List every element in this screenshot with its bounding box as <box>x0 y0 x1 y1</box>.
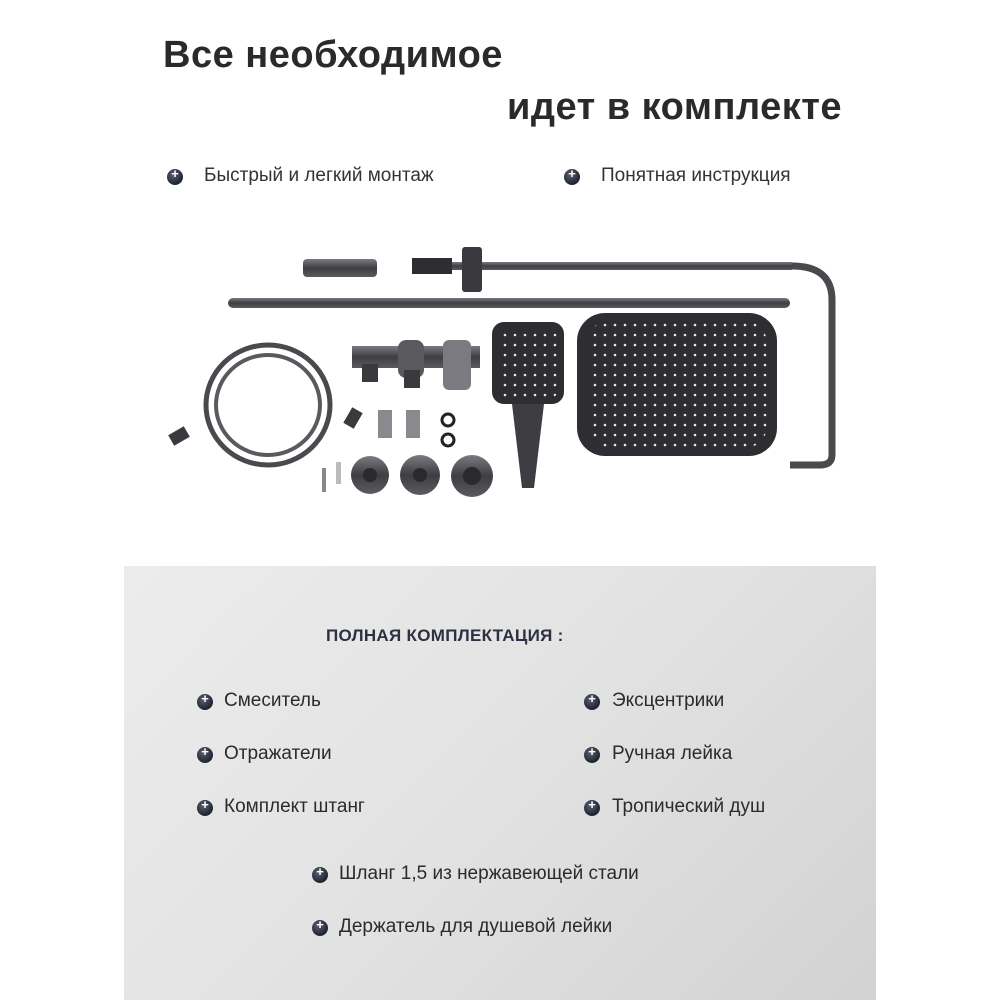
plus-bullet-icon <box>312 920 328 936</box>
kit-item: Шланг 1,5 из нержавеющей стали <box>339 863 639 884</box>
plus-bullet-icon <box>584 800 600 816</box>
plus-bullet-icon <box>584 694 600 710</box>
lower-rod <box>228 298 790 308</box>
kit-item: Комплект штанг <box>224 796 365 817</box>
eccentric <box>406 410 420 438</box>
curved-rod <box>790 266 832 465</box>
title-line-1: Все необходимое <box>163 34 503 76</box>
kit-item: Тропический душ <box>612 796 766 817</box>
feature-instructions: Понятная инструкция <box>601 165 791 186</box>
kit-item: Смеситель <box>224 690 321 711</box>
kit-item: Ручная лейка <box>612 743 733 764</box>
plus-bullet-icon <box>312 867 328 883</box>
shower-holder <box>303 259 377 277</box>
kit-item: Отражатели <box>224 743 332 764</box>
kit-item: Держатель для душевой лейки <box>339 916 613 937</box>
plus-bullet-icon <box>197 800 213 816</box>
plus-bullet-icon <box>197 747 213 763</box>
kit-item: Эксцентрики <box>612 690 725 711</box>
hose <box>206 345 330 465</box>
title-line-2: идет в комплекте <box>506 86 842 128</box>
feature-quick-install: Быстрый и легкий монтаж <box>204 165 434 186</box>
panel-heading: ПОЛНАЯ КОМПЛЕКТАЦИЯ : <box>326 626 564 645</box>
eccentric <box>378 410 392 438</box>
plus-bullet-icon <box>197 694 213 710</box>
plus-bullet-icon <box>584 747 600 763</box>
